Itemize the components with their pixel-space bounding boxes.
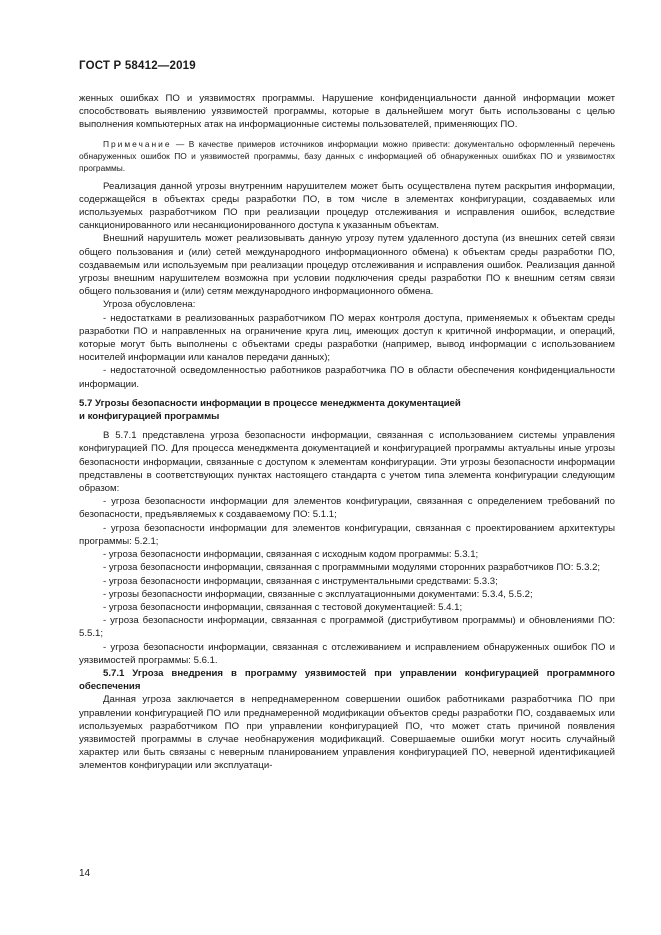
paragraph: Реализация данной угрозы внутренним нарушителем может быть осуществлена путем раскрытия информации, содержащейся в объектах среды разработки ПО, в том числе в элементах конфигурации, создаваемых или используемых разработчиком ПО при реализации процедур отслеживания и исправления ошибок, вследствие санкционированного или несанкционированного доступа к указанным объектам. [79, 180, 615, 232]
paragraph: Внешний нарушитель может реализовывать данную угрозу путем удаленного доступа (из внешних сетей связи общего пользования и (или) сетей международного информационного обмена) к объектам среды разработки ПО, создаваемым или используемым при реализации процедур отслеживания и исправления ошибок. Реализация данной угрозы внешним нарушителем возможна при условии подключения среды разработки ПО к внешним сетям связи общего пользования и (или) сетям международного информационного обмена. [79, 233, 615, 298]
document-header: ГОСТ Р 58412—2019 [79, 60, 196, 72]
list-item: - недостаточной осведомленностью работников разработчика ПО в области обеспечения конфиденциальности информации. [79, 365, 615, 390]
paragraph: Угроза обусловлена: [103, 299, 196, 311]
section-heading-5-7-cont: и конфигурацией программы [79, 411, 220, 423]
section-heading-5-7: 5.7 Угрозы безопасности информации в процессе менеджмента документацией [79, 397, 461, 409]
paragraph: Данная угроза заключается в непреднамеренном совершении ошибок работниками разработчика ПО при управлении конфигурацией ПО или преднамеренной модификации объектов среды разработки ПО, создаваемых или используемых разработчиком ПО при управлении конфигурацией ПО, что может стать причиной появления уязвимостей программы в случае необнаружения модификаций. Совершаемые ошибки могут носить случайный характер или быть связаны с неверным планированием управления конфигурацией ПО, неверной идентификацией элементов конфигурации или эксплуатаци- [79, 694, 615, 772]
list-item: - угроза безопасности информации, связанная с программными модулями сторонних разработчиков ПО: 5.3.2; [103, 562, 601, 574]
page-number: 14 [79, 868, 91, 879]
note-label: Примечание [103, 138, 172, 149]
list-item: - угроза безопасности информации, связанная с отслеживанием и исправлением обнаруженных ошибок ПО и уязвимостей программы: 5.6.1. [79, 641, 615, 666]
list-item: - угроза безопасности информации, связанная с программой (дистрибутивом программы) и обновлениями ПО: 5.5.1; [79, 615, 615, 640]
list-item: - угроза безопасности информации для элементов конфигурации, связанная с проектированием архитектуры программы: 5.2.1; [79, 522, 615, 547]
note-text: — В качестве примеров источников информации можно привести: документально оформленный перечень обнаруженных ошибок ПО и уязвимостей программы, базу данных с информацией об обнаруженных ошибках ПО и уязвимостях программы. [79, 138, 615, 173]
paragraph: В 5.7.1 представлена угроза безопасности информации, связанная с использованием системы управления конфигурацией ПО. Для процесса менеджмента документацией и конфигурацией программы актуальны иные угрозы безопасности информации, связанные с доступом к элементам конфигурации. Эти угрозы безопасности информации представлены в соответствующих пунктах настоящего стандарта с учетом типа элемента конфигурации следующим образом: [79, 430, 615, 495]
list-item: - угроза безопасности информации, связанная с инструментальными средствами: 5.3.3; [103, 575, 498, 587]
list-item: - угроза безопасности информации, связанная с тестовой документацией: 5.4.1; [103, 601, 463, 613]
section-heading-5-7-1: 5.7.1 Угроза внедрения в программу уязвимостей при управлении конфигурацией программного обеспечения [79, 667, 615, 693]
list-item: - недостатками в реализованных разработчиком ПО мерах контроля доступа, применяемых к объектам среды разработки ПО и направленных на ограничение круга лиц, имеющих доступ к критичной информации, и операций, которые могут быть выполнены с объектами среды разработки (например, вывод информации с использованием носителей информации или каналов передачи данных); [79, 312, 615, 364]
note [79, 138, 615, 174]
list-item: - угрозы безопасности информации, связанные с эксплуатационными документами: 5.3.4, 5.5.2; [103, 588, 533, 600]
list-item: - угроза безопасности информации, связанная с исходным кодом программы: 5.3.1; [103, 549, 479, 561]
paragraph: женных ошибках ПО и уязвимостях программы. Нарушение конфиденциальности данной информации может способствовать выявлению уязвимостей программы, которые в дальнейшем могут быть использованы с целью выполнения компьютерных атак на информационные системы пользователей, применяющих ПО. [79, 93, 615, 131]
page-body [79, 92, 615, 773]
list-item: - угроза безопасности информации для элементов конфигурации, связанная с определением требований по безопасности, предъявляемых к создаваемому ПО: 5.1.1; [79, 496, 615, 521]
